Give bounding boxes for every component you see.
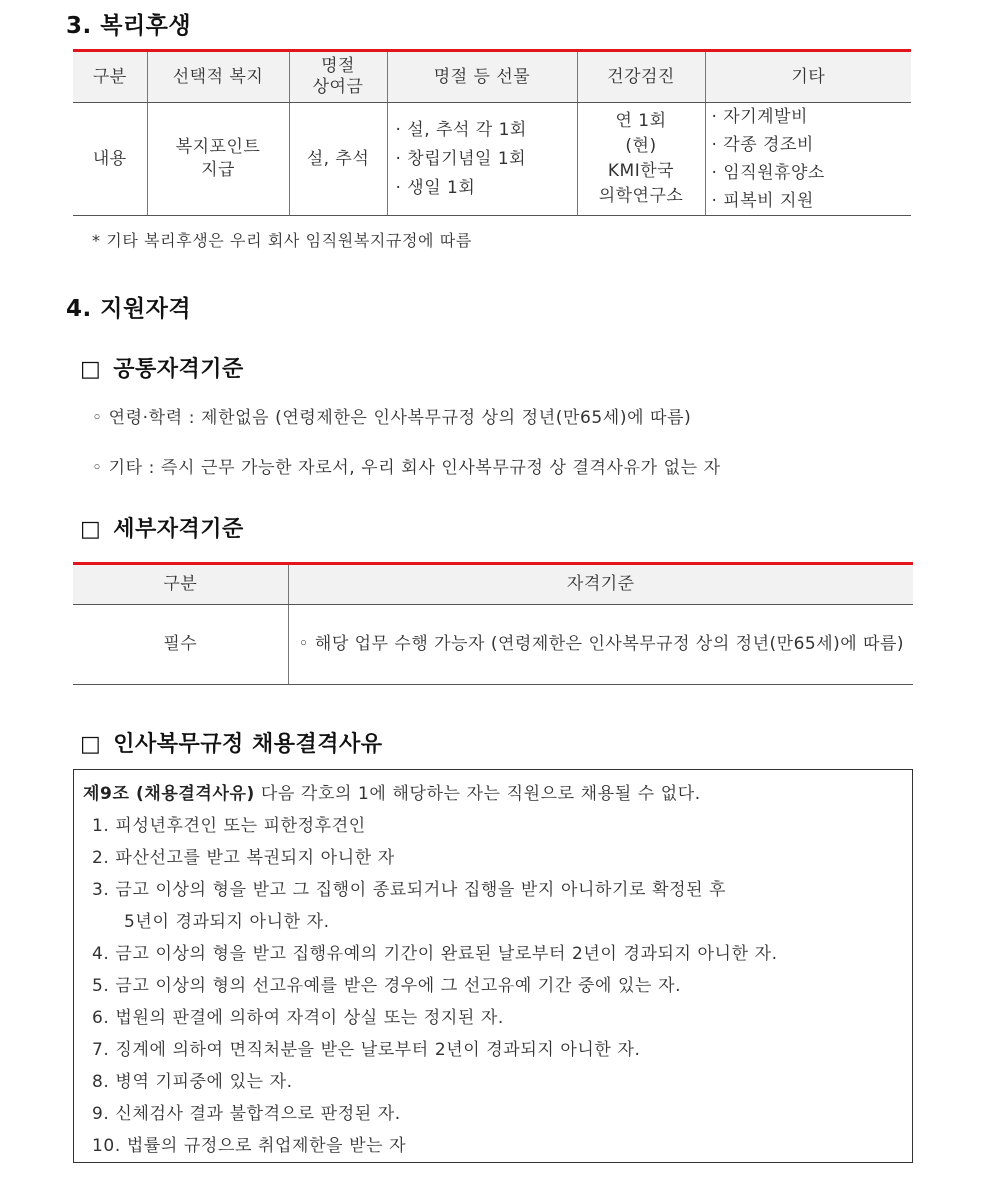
common-criteria-title: 공통자격기준 <box>113 357 244 382</box>
col-header-criteria: 자격기준 <box>288 564 913 605</box>
article-title: 제9조 (채용결격사유) <box>83 784 255 804</box>
cell-checkup <box>577 103 705 216</box>
gift-item: · 설, 추석 각 1회 <box>395 119 527 140</box>
checkup-line: 연 1회 <box>615 111 667 131</box>
rule-item: 4. 금고 이상의 형을 받고 집행유예의 기간이 완료된 날로부터 2년이 경과되지 아니한 자. <box>92 944 778 964</box>
etc-item: · 자기계발비 <box>711 107 808 127</box>
rule-item: 5. 금고 이상의 형의 선고유예를 받은 경우에 그 선고유예 기간 중에 있는 자. <box>92 976 682 996</box>
col-header-bonus: 명절 상여금 <box>289 51 387 103</box>
row-label: 내용 <box>73 103 147 216</box>
row-label-required: 필수 <box>73 605 288 685</box>
article-line <box>83 779 701 804</box>
checkbox-square-icon: □ <box>80 517 102 542</box>
checkbox-square-icon: □ <box>80 732 102 757</box>
checkup-line: 의학연구소 <box>598 186 684 206</box>
article-text: 다음 각호의 1에 해당하는 자는 직원으로 채용될 수 없다. <box>254 784 701 804</box>
welfare-table <box>73 49 911 216</box>
col-header-gifts: 명절 등 선물 <box>387 51 577 103</box>
welfare-note: * 기타 복리후생은 우리 회사 임직원복지규정에 따름 <box>92 231 472 250</box>
checkbox-square-icon: □ <box>80 357 102 382</box>
rule-item-continuation: 5년이 경과되지 아니한 자. <box>124 912 330 932</box>
checkup-line: (현) <box>625 136 657 156</box>
rule-item: 6. 법원의 판결에 의하여 자격이 상실 또는 정지된 자. <box>92 1008 504 1028</box>
col-header-category: 구분 <box>73 564 288 605</box>
rule-item: 10. 법률의 규정으로 취업제한을 받는 자 <box>92 1136 407 1156</box>
col-header-category: 구분 <box>73 51 147 103</box>
cell-gifts <box>387 103 577 216</box>
common-item-age: ◦ 연령·학력 : 제한없음 (연령제한은 인사복무규정 상의 정년(만65세)에 따름) <box>92 408 692 428</box>
cell-bonus: 설, 추석 <box>289 103 387 216</box>
disqualification-rule-box <box>73 769 913 1163</box>
gift-item: · 생일 1회 <box>395 177 476 198</box>
rule-item: 9. 신체검사 결과 불합격으로 판정된 자. <box>92 1104 401 1124</box>
col-header-etc: 기타 <box>705 51 911 103</box>
required-criteria-text: ◦ 해당 업무 수행 가능자 (연령제한은 인사복무규정 상의 정년(만65세)에 따름) <box>288 605 913 685</box>
disqualification-heading <box>80 727 382 758</box>
rule-item: 2. 파산선고를 받고 복권되지 아니한 자 <box>92 848 395 868</box>
rule-item: 1. 피성년후견인 또는 피한정후견인 <box>92 816 366 836</box>
cell-etc <box>705 103 911 216</box>
common-item-other: ◦ 기타 : 즉시 근무 가능한 자로서, 우리 회사 인사복무규정 상 결격사유가 없는 자 <box>92 458 721 478</box>
col-header-checkup: 건강검진 <box>577 51 705 103</box>
etc-item: · 임직원휴양소 <box>711 163 825 183</box>
etc-item: · 피복비 지원 <box>711 191 814 211</box>
rule-item: 7. 징계에 의하여 면직처분을 받은 날로부터 2년이 경과되지 아니한 자. <box>92 1040 641 1060</box>
col-header-welfare: 선택적 복지 <box>147 51 289 103</box>
common-criteria-heading <box>80 352 244 383</box>
section4-heading: 4. 지원자격 <box>66 296 192 322</box>
cell-welfare: 복지포인트 지급 <box>147 103 289 216</box>
rule-item: 8. 병역 기피중에 있는 자. <box>92 1072 293 1092</box>
detail-criteria-table <box>73 562 913 685</box>
section3-heading: 3. 복리후생 <box>66 13 192 39</box>
disqualification-title: 인사복무규정 채용결격사유 <box>113 732 383 757</box>
rule-item: 3. 금고 이상의 형을 받고 그 집행이 종료되거나 집행을 받지 아니하기로 확정된 후 <box>92 880 727 900</box>
checkup-line: KMI한국 <box>607 161 675 181</box>
gift-item: · 창립기념일 1회 <box>395 148 527 169</box>
detail-criteria-heading <box>80 512 244 543</box>
detail-criteria-title: 세부자격기준 <box>113 517 244 542</box>
etc-item: · 각종 경조비 <box>711 135 814 155</box>
